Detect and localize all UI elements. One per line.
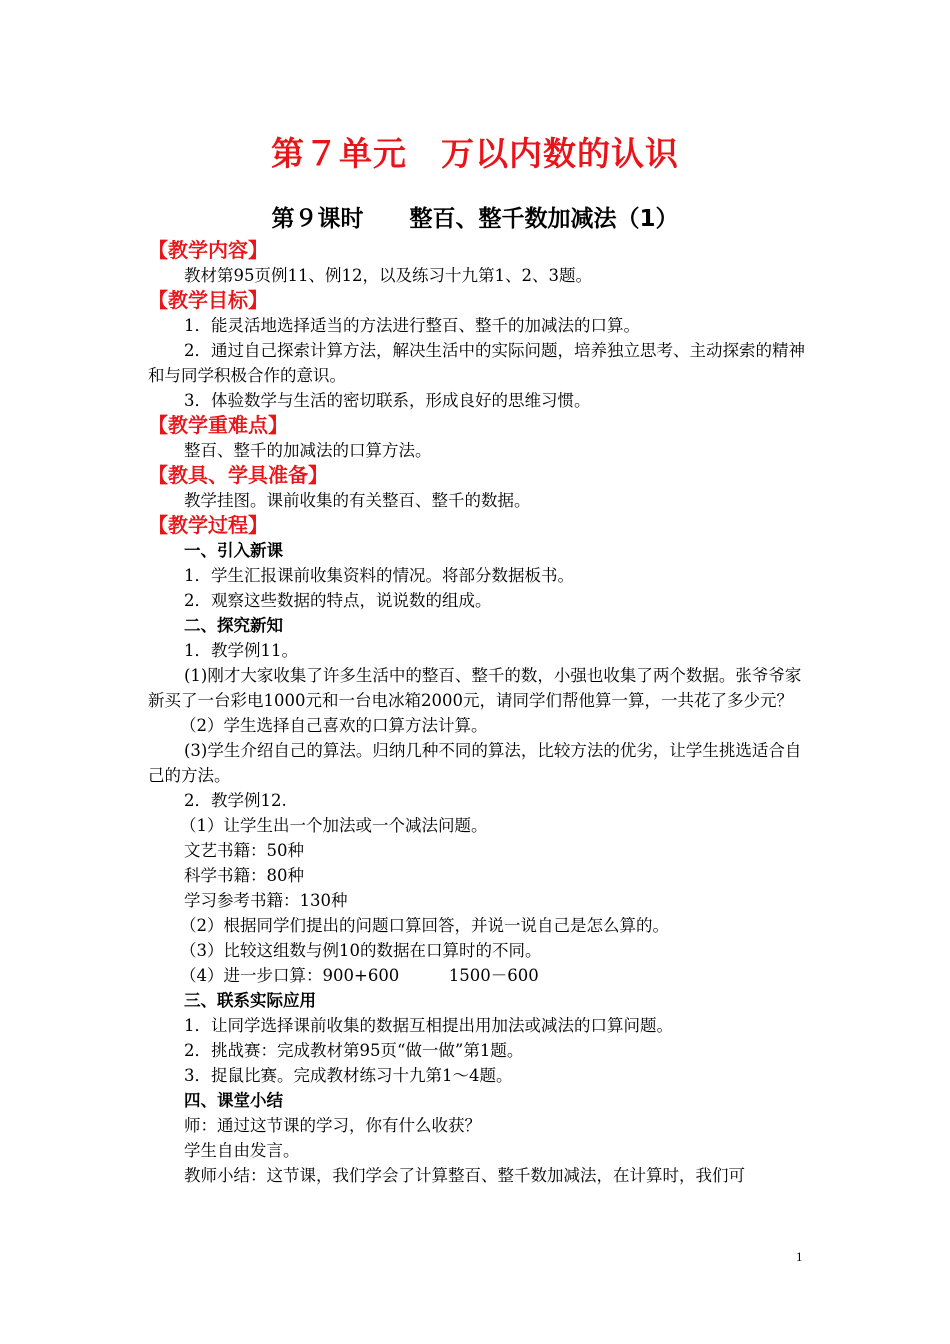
process-item: 师：通过这节课的学习，你有什么收获？ [184,1116,481,1135]
process-item: 1．让同学选择课前收集的数据互相提出用加法或减法的口算问题。 [184,1016,673,1035]
section-heading-process: 【教学过程】 [148,513,268,537]
process-item: （2）根据同学们提出的问题口算回答，并说一说自己是怎么算的。 [180,916,669,935]
tools-text: 教学挂图。课前收集的有关整百、整千的数据。 [184,491,531,510]
process-item: 2．观察这些数据的特点，说说数的组成。 [184,591,492,610]
process-item: 学习参考书籍：130种 [184,891,348,910]
page-number: 1 [796,1249,803,1264]
section-heading-tools: 【教具、学具准备】 [148,463,328,487]
goal-item: 2．通过自己探索计算方法，解决生活中的实际问题，培养独立思考、主动探索的精神和与同学积极合作的意识。 [148,341,805,385]
process-item: 1．学生汇报课前收集资料的情况。将部分数据板书。 [184,566,574,585]
process-part-heading: 一、引入新课 [184,541,283,560]
process-item: （3）比较这组数与例10的数据在口算时的不同。 [180,941,542,960]
process-part-heading: 三、联系实际应用 [184,991,316,1010]
process-item: （1）让学生出一个加法或一个减法问题。 [180,816,488,835]
process-item: 学生自由发言。 [184,1141,300,1160]
lesson-body [148,238,808,1188]
process-item: 文艺书籍：50种 [184,841,304,860]
process-item: （4）进一步口算：900+600 1500－600 [180,966,539,985]
process-part-heading: 二、探究新知 [184,616,283,635]
section-heading-keypoints: 【教学重难点】 [148,413,288,437]
unit-title: 第７单元 万以内数的认识 [271,134,679,173]
process-item: 1．教学例11。 [184,641,298,660]
keypoints-text: 整百、整千的加减法的口算方法。 [184,441,432,460]
process-item: 科学书籍：80种 [184,866,304,885]
process-item: 教师小结：这节课，我们学会了计算整百、整千数加减法，在计算时，我们可 [184,1166,745,1185]
goal-item: 1．能灵活地选择适当的方法进行整百、整千的加减法的口算。 [184,316,640,335]
process-part-heading: 四、课堂小结 [184,1091,283,1110]
process-item: 2．挑战赛：完成教材第95页“做一做”第1题。 [184,1041,524,1060]
process-item: （2）学生选择自己喜欢的口算方法计算。 [180,716,488,735]
content-text: 教材第95页例11、例12，以及练习十九第1、2、3题。 [184,266,592,285]
process-item: (3)学生介绍自己的算法。归纳几种不同的算法，比较方法的优劣，让学生挑选适合自己的方法。 [148,741,802,785]
process-item: (1)刚才大家收集了许多生活中的整百、整千的数，小强也收集了两个数据。张爷爷家新买了一台彩电1000元和一台电冰箱2000元，请同学们帮他算一算，一共花了多少元？ [148,666,802,710]
section-heading-content: 【教学内容】 [148,238,268,262]
lesson-subtitle: 第９课时 整百、整千数加减法（1） [271,206,679,232]
process-item: 2．教学例12. [184,791,287,810]
process-item: 3．捉鼠比赛。完成教材练习十九第1～4题。 [184,1066,513,1085]
goal-item: 3．体验数学与生活的密切联系，形成良好的思维习惯。 [184,391,591,410]
section-heading-goals: 【教学目标】 [148,288,268,312]
